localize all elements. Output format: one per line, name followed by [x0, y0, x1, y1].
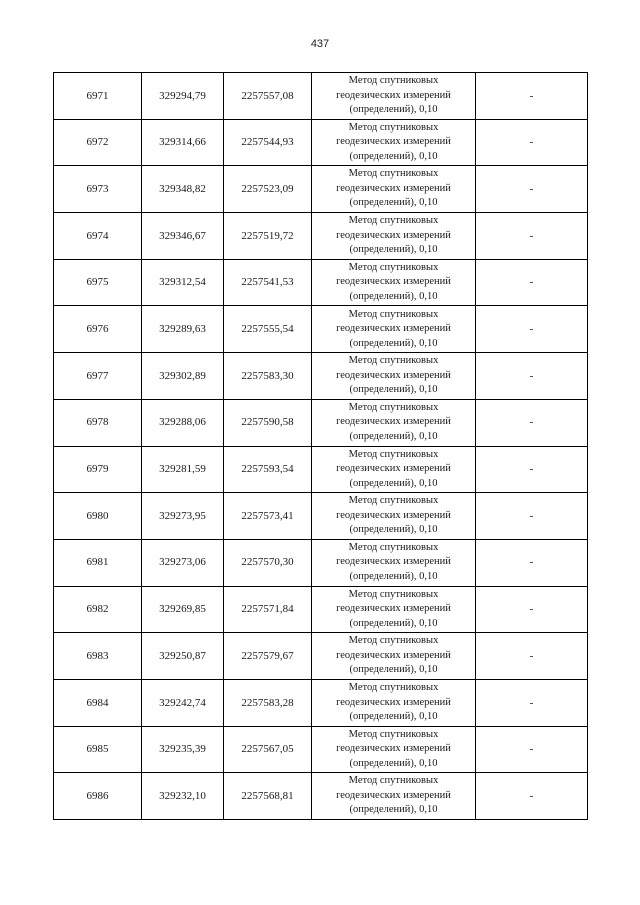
extra-cell: - [476, 679, 588, 726]
method-text: Метод спутниковых геодезических измерений (определений), 0,10 [336, 541, 451, 582]
x-coordinate-cell: 329314,66 [142, 119, 224, 166]
method-text: Метод спутниковых геодезических измерений (определений), 0,10 [336, 121, 451, 162]
method-text: Метод спутниковых геодезических измерений (определений), 0,10 [336, 401, 451, 442]
extra-cell: - [476, 166, 588, 213]
extra-cell: - [476, 633, 588, 680]
x-coordinate-cell: 329348,82 [142, 166, 224, 213]
x-coordinate-cell: 329346,67 [142, 213, 224, 260]
point-number-cell: 6979 [54, 446, 142, 493]
point-number-cell: 6971 [54, 73, 142, 120]
x-coordinate-cell: 329288,06 [142, 399, 224, 446]
extra-cell: - [476, 306, 588, 353]
point-number-cell: 6973 [54, 166, 142, 213]
method-cell [312, 306, 476, 353]
method-cell [312, 446, 476, 493]
point-number-cell: 6977 [54, 353, 142, 400]
method-cell [312, 679, 476, 726]
table-row [54, 353, 588, 400]
extra-cell: - [476, 73, 588, 120]
method-cell [312, 213, 476, 260]
method-text: Метод спутниковых геодезических измерений (определений), 0,10 [336, 728, 451, 769]
table-row [54, 446, 588, 493]
method-cell [312, 773, 476, 820]
point-number-cell: 6982 [54, 586, 142, 633]
point-number-cell: 6981 [54, 539, 142, 586]
method-cell [312, 119, 476, 166]
extra-cell: - [476, 353, 588, 400]
x-coordinate-cell: 329273,95 [142, 493, 224, 540]
x-coordinate-cell: 329235,39 [142, 726, 224, 773]
table-row [54, 213, 588, 260]
x-coordinate-cell: 329289,63 [142, 306, 224, 353]
method-cell [312, 726, 476, 773]
y-coordinate-cell: 2257583,30 [224, 353, 312, 400]
x-coordinate-cell: 329312,54 [142, 259, 224, 306]
y-coordinate-cell: 2257579,67 [224, 633, 312, 680]
method-text: Метод спутниковых геодезических измерений (определений), 0,10 [336, 495, 451, 536]
table-row [54, 259, 588, 306]
method-text: Метод спутниковых геодезических измерений (определений), 0,10 [336, 168, 451, 209]
y-coordinate-cell: 2257555,54 [224, 306, 312, 353]
extra-cell: - [476, 493, 588, 540]
extra-cell: - [476, 259, 588, 306]
y-coordinate-cell: 2257573,41 [224, 493, 312, 540]
method-text: Метод спутниковых геодезических измерений (определений), 0,10 [336, 635, 451, 676]
point-number-cell: 6974 [54, 213, 142, 260]
table-row [54, 539, 588, 586]
method-cell [312, 353, 476, 400]
table-row [54, 166, 588, 213]
method-text: Метод спутниковых геодезических измерений (определений), 0,10 [336, 355, 451, 396]
x-coordinate-cell: 329232,10 [142, 773, 224, 820]
method-text: Метод спутниковых геодезических измерений (определений), 0,10 [336, 448, 451, 489]
x-coordinate-cell: 329242,74 [142, 679, 224, 726]
y-coordinate-cell: 2257583,28 [224, 679, 312, 726]
y-coordinate-cell: 2257519,72 [224, 213, 312, 260]
x-coordinate-cell: 329273,06 [142, 539, 224, 586]
point-number-cell: 6983 [54, 633, 142, 680]
y-coordinate-cell: 2257593,54 [224, 446, 312, 493]
x-coordinate-cell: 329302,89 [142, 353, 224, 400]
point-number-cell: 6980 [54, 493, 142, 540]
method-text: Метод спутниковых геодезических измерений (определений), 0,10 [336, 588, 451, 629]
table-row [54, 679, 588, 726]
point-number-cell: 6976 [54, 306, 142, 353]
table-row [54, 73, 588, 120]
extra-cell: - [476, 773, 588, 820]
method-text: Метод спутниковых геодезических измерений (определений), 0,10 [336, 682, 451, 723]
coordinates-table [53, 72, 588, 820]
extra-cell: - [476, 726, 588, 773]
x-coordinate-cell: 329269,85 [142, 586, 224, 633]
y-coordinate-cell: 2257568,81 [224, 773, 312, 820]
method-text: Метод спутниковых геодезических измерений (определений), 0,10 [336, 775, 451, 816]
table-row [54, 773, 588, 820]
method-text: Метод спутниковых геодезических измерений (определений), 0,10 [336, 308, 451, 349]
method-cell [312, 586, 476, 633]
method-cell [312, 539, 476, 586]
y-coordinate-cell: 2257590,58 [224, 399, 312, 446]
extra-cell: - [476, 586, 588, 633]
point-number-cell: 6986 [54, 773, 142, 820]
x-coordinate-cell: 329294,79 [142, 73, 224, 120]
extra-cell: - [476, 213, 588, 260]
y-coordinate-cell: 2257523,09 [224, 166, 312, 213]
coordinates-table-body [54, 73, 588, 820]
extra-cell: - [476, 446, 588, 493]
table-row [54, 586, 588, 633]
method-cell [312, 399, 476, 446]
method-cell [312, 73, 476, 120]
method-text: Метод спутниковых геодезических измерений (определений), 0,10 [336, 261, 451, 302]
method-cell [312, 259, 476, 306]
point-number-cell: 6985 [54, 726, 142, 773]
y-coordinate-cell: 2257541,53 [224, 259, 312, 306]
y-coordinate-cell: 2257567,05 [224, 726, 312, 773]
method-cell [312, 633, 476, 680]
table-row [54, 493, 588, 540]
table-row [54, 306, 588, 353]
x-coordinate-cell: 329250,87 [142, 633, 224, 680]
y-coordinate-cell: 2257557,08 [224, 73, 312, 120]
extra-cell: - [476, 399, 588, 446]
extra-cell: - [476, 539, 588, 586]
y-coordinate-cell: 2257571,84 [224, 586, 312, 633]
point-number-cell: 6975 [54, 259, 142, 306]
extra-cell: - [476, 119, 588, 166]
table-row [54, 633, 588, 680]
point-number-cell: 6978 [54, 399, 142, 446]
y-coordinate-cell: 2257570,30 [224, 539, 312, 586]
x-coordinate-cell: 329281,59 [142, 446, 224, 493]
point-number-cell: 6984 [54, 679, 142, 726]
y-coordinate-cell: 2257544,93 [224, 119, 312, 166]
page-number: 437 [310, 38, 330, 50]
table-row [54, 119, 588, 166]
method-text: Метод спутниковых геодезических измерений (определений), 0,10 [336, 215, 451, 256]
point-number-cell: 6972 [54, 119, 142, 166]
method-text: Метод спутниковых геодезических измерений (определений), 0,10 [336, 75, 451, 116]
method-cell [312, 493, 476, 540]
method-cell [312, 166, 476, 213]
table-row [54, 726, 588, 773]
table-row [54, 399, 588, 446]
